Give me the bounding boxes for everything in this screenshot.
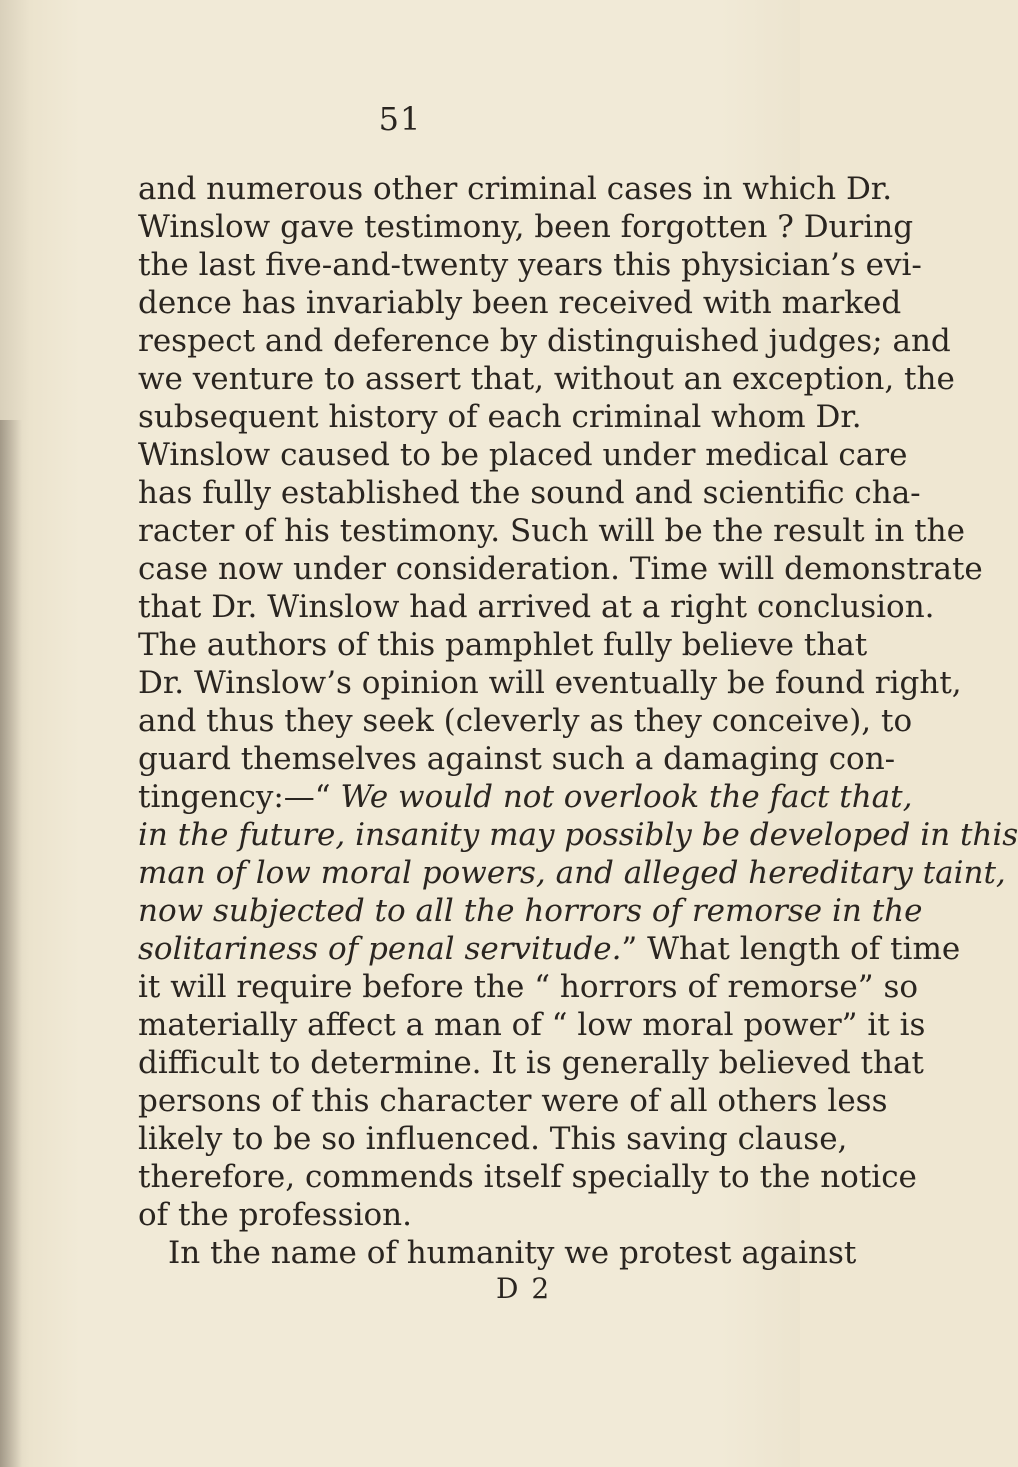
- text-line: respect and deference by distinguished judges; and: [138, 323, 951, 359]
- text-line: and numerous other criminal cases in which Dr.: [138, 171, 893, 207]
- quoted-text-line: man of low moral powers, and alleged hereditary taint,: [138, 855, 1006, 891]
- text-line: difficult to determine. It is generally believed that: [138, 1045, 924, 1081]
- text-line-quote-end: [138, 930, 961, 968]
- text-line: Winslow gave testimony, been forgotten ? During: [138, 209, 914, 245]
- quoted-text-line: now subjected to all the horrors of remorse in the: [138, 893, 923, 929]
- quoted-text-line: in the future, insanity may possibly be developed in this: [138, 817, 1018, 853]
- text-line: case now under consideration. Time will demonstrate: [138, 551, 983, 587]
- text-line: therefore, commends itself specially to the notice: [138, 1159, 917, 1195]
- quoted-text-italic: We would not overlook the fact that,: [340, 779, 913, 815]
- text-line-quote-start: [138, 778, 913, 816]
- text-line: The authors of this pamphlet fully believe that: [138, 627, 868, 663]
- paragraph-start-line: In the name of humanity we protest against: [168, 1235, 857, 1271]
- signature-mark: D 2: [496, 1272, 552, 1305]
- text-line: subsequent history of each criminal whom Dr.: [138, 399, 862, 435]
- text-line: Dr. Winslow’s opinion will eventually be found right,: [138, 665, 962, 701]
- page-number: 51: [378, 100, 422, 138]
- text-line: persons of this character were of all others less: [138, 1083, 888, 1119]
- gutter-shadow: [0, 420, 22, 1467]
- text-line: that Dr. Winslow had arrived at a right conclusion.: [138, 589, 935, 625]
- text-line: guard themselves against such a damaging con-: [138, 741, 896, 777]
- text-line: of the profession.: [138, 1197, 412, 1233]
- text-line: dence has invariably been received with marked: [138, 285, 902, 321]
- quoted-text-italic: solitariness of penal servitude.: [138, 931, 622, 967]
- text-roman: ” What length of time: [621, 931, 961, 967]
- text-line: racter of his testimony. Such will be the result in the: [138, 513, 965, 549]
- text-line: and thus they seek (cleverly as they conceive), to: [138, 703, 913, 739]
- text-line: likely to be so influenced. This saving clause,: [138, 1121, 848, 1157]
- text-line: materially affect a man of “ low moral power” it is: [138, 1007, 926, 1043]
- text-line: it will require before the “ horrors of remorse” so: [138, 969, 919, 1005]
- text-line: the last five-and-twenty years this physician’s evi-: [138, 247, 922, 283]
- text-roman: tingency:—“: [138, 779, 341, 815]
- text-line: has fully established the sound and scientific cha-: [138, 475, 921, 511]
- text-line: we venture to assert that, without an exception, the: [138, 361, 955, 397]
- text-line: Winslow caused to be placed under medical care: [138, 437, 908, 473]
